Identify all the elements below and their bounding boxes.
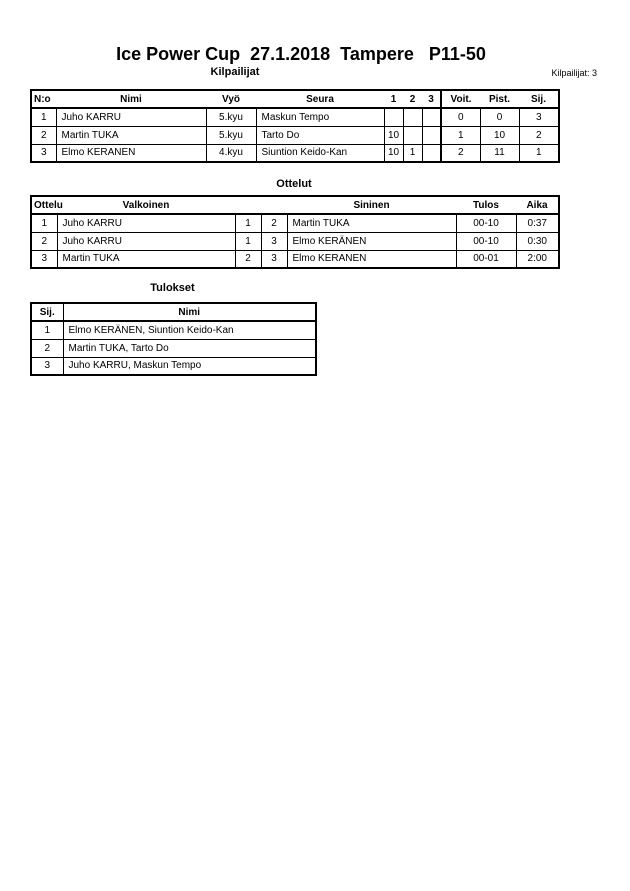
cell-nimi: Martin TUKA, Tarto Do: [63, 339, 316, 357]
cell-match3: [422, 144, 441, 162]
header-tulos: Tulos: [456, 196, 516, 214]
cell-pist: 10: [480, 126, 519, 144]
cell-nimi: Juho KARRU: [56, 108, 206, 126]
result-row: [31, 339, 316, 357]
cell-match-no: 2: [31, 232, 57, 250]
cell-sij: 3: [31, 357, 63, 375]
header-voit: Voit.: [441, 90, 480, 108]
cell-sij: 3: [519, 108, 559, 126]
section-label-kilpailijat: Kilpailijat: [210, 66, 260, 78]
cell-white-no: 1: [235, 232, 261, 250]
header-valkoinen: Valkoinen: [57, 196, 235, 214]
cell-white-player: Juho KARRU: [57, 232, 235, 250]
tulokset-header-row: [31, 303, 316, 321]
cell-white-player: Juho KARRU: [57, 214, 235, 232]
competitors-count: Kilpailijat: 3: [551, 68, 597, 78]
cell-pist: 0: [480, 108, 519, 126]
cell-tulos: 00-10: [456, 214, 516, 232]
cell-nimi: Elmo KERÄNEN, Siuntion Keido-Kan: [63, 321, 316, 339]
cell-no: 3: [31, 144, 56, 162]
competitor-row: [31, 126, 559, 144]
match-row: [31, 214, 559, 232]
cell-vyo: 5.kyu: [206, 108, 256, 126]
cell-tulos: 00-01: [456, 250, 516, 268]
cell-match3: [422, 108, 441, 126]
competitor-row: [31, 144, 559, 162]
cell-blue-player: Elmo KERANEN: [287, 250, 456, 268]
cell-blue-player: Elmo KERÄNEN: [287, 232, 456, 250]
header-pist: Pist.: [480, 90, 519, 108]
header-sininen: Sininen: [287, 196, 456, 214]
cell-no: 1: [31, 108, 56, 126]
cell-tulos: 00-10: [456, 232, 516, 250]
cell-match-no: 3: [31, 250, 57, 268]
cell-blue-no: 3: [261, 250, 287, 268]
cell-blue-player: Martin TUKA: [287, 214, 456, 232]
header-ottelu: Ottelu: [31, 196, 57, 214]
cell-blue-no: 2: [261, 214, 287, 232]
cell-voit: 1: [441, 126, 480, 144]
page-title: Ice Power Cup 27.1.2018 Tampere P11-50: [116, 44, 486, 64]
cell-sij: 2: [31, 339, 63, 357]
header-white-no: [235, 196, 261, 214]
cell-white-no: 1: [235, 214, 261, 232]
header-blue-no: [261, 196, 287, 214]
cell-match1: 10: [384, 144, 403, 162]
cell-no: 2: [31, 126, 56, 144]
cell-sij: 1: [519, 144, 559, 162]
match-row: [31, 250, 559, 268]
cell-white-no: 2: [235, 250, 261, 268]
cell-seura: Tarto Do: [256, 126, 384, 144]
cell-sij: 2: [519, 126, 559, 144]
header-seura: Seura: [256, 90, 384, 108]
cell-aika: 0:37: [516, 214, 559, 232]
cell-pist: 11: [480, 144, 519, 162]
cell-vyo: 4.kyu: [206, 144, 256, 162]
cell-white-player: Martin TUKA: [57, 250, 235, 268]
cell-match3: [422, 126, 441, 144]
header-sij: Sij.: [519, 90, 559, 108]
header-aika: Aika: [516, 196, 559, 214]
cell-seura: Maskun Tempo: [256, 108, 384, 126]
cell-match1: [384, 108, 403, 126]
ottelut-header-row: [31, 196, 559, 214]
result-row: [31, 357, 316, 375]
header-nimi: Nimi: [63, 303, 316, 321]
cell-match2: [403, 108, 422, 126]
cell-match1: 10: [384, 126, 403, 144]
cell-match2: [403, 126, 422, 144]
kilpailijat-header-row: [31, 90, 559, 108]
cell-sij: 1: [31, 321, 63, 339]
cell-blue-no: 3: [261, 232, 287, 250]
header-match1: 1: [384, 90, 403, 108]
match-row: [31, 232, 559, 250]
kilpailijat-table: [30, 89, 560, 163]
competitor-row: [31, 108, 559, 126]
header-no: N:o: [31, 90, 56, 108]
cell-aika: 2:00: [516, 250, 559, 268]
header-match2: 2: [403, 90, 422, 108]
cell-nimi: Juho KARRU, Maskun Tempo: [63, 357, 316, 375]
cell-nimi: Elmo KERANEN: [56, 144, 206, 162]
cell-voit: 2: [441, 144, 480, 162]
header-sij: Sij.: [31, 303, 63, 321]
cell-match2: 1: [403, 144, 422, 162]
section-label-tulokset: Tulokset: [150, 282, 195, 294]
cell-aika: 0:30: [516, 232, 559, 250]
tulokset-table: [30, 302, 317, 376]
header-match3: 3: [422, 90, 441, 108]
cell-match-no: 1: [31, 214, 57, 232]
cell-voit: 0: [441, 108, 480, 126]
header-nimi: Nimi: [56, 90, 206, 108]
ottelut-table: [30, 195, 560, 269]
result-row: [31, 321, 316, 339]
cell-vyo: 5.kyu: [206, 126, 256, 144]
cell-nimi: Martin TUKA: [56, 126, 206, 144]
section-label-ottelut: Ottelut: [276, 178, 312, 190]
header-vyo: Vyö: [206, 90, 256, 108]
cell-seura: Siuntion Keido-Kan: [256, 144, 384, 162]
